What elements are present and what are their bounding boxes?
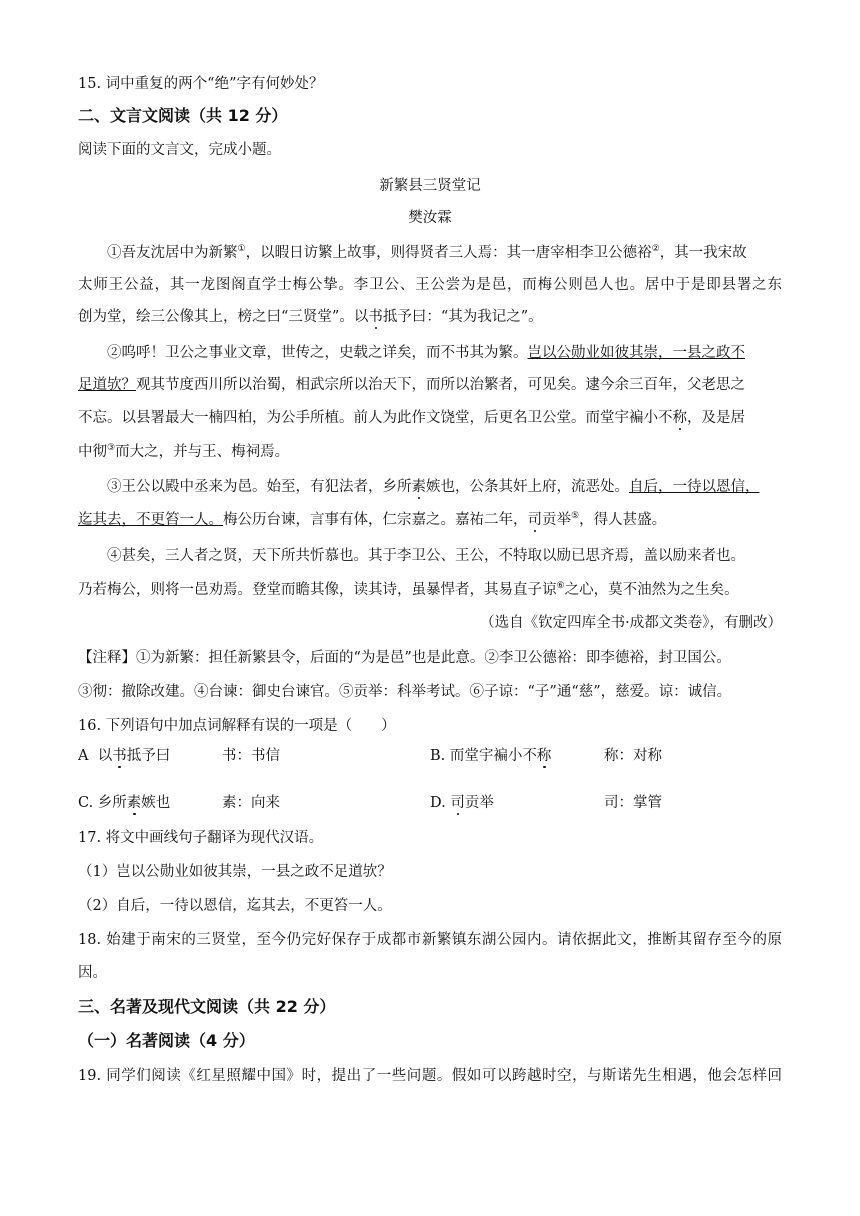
option-a-gloss: 书：书信	[222, 748, 280, 764]
p2-line-1: ②呜呼！卫公之事业文章，世传之，史载之详矣，而不书其为繁。岂以公勋业如彼其崇，一县之政不	[107, 345, 745, 361]
section-3-heading: 三、名著及现代文阅读（共 22 分）	[78, 997, 336, 1016]
question-18-line-2: 因。	[78, 965, 107, 981]
option-c: C. 乡所素嫉也	[78, 795, 171, 811]
p2-line-4: 中彻③而大之，并与王、梅祠焉。	[78, 443, 290, 460]
option-c-gloss: 素：向来	[222, 795, 280, 811]
passage-source: （选自《钦定四库全书·成都文类卷》，有删改）	[480, 615, 782, 631]
p2-line-3: 不忘。以县署最大一楠四柏，为公手所植。前人为此作文饶堂，后更名卫公堂。而堂宇褊小不称，及是居	[78, 410, 745, 426]
question-17-2: （2）自后，一待以恩信，迄其去，不更笞一人。	[78, 898, 392, 914]
p3-line-1: ③王公以殿中丞来为邑。始至，有犯法者，乡所素嫉也，公条其奸上府，流恶处。自后，一待以恩信，	[107, 479, 760, 495]
underlined-sentence-1: 岂以公勋业如彼其崇，一县之政不	[527, 345, 745, 361]
question-17-1: （1）岂以公勋业如彼其崇，一县之政不足道欤？	[78, 864, 392, 880]
option-b: B. 而堂宇褊小不称	[430, 748, 552, 764]
option-a: A 以书抵予曰	[78, 748, 171, 764]
annotation-line-2: ③彻：撤除改建。④台谏：御史台谏官。⑤贡举：科举考试。⑥子谅：“子”通“慈”，慈爱。谅：诚信。	[78, 684, 732, 700]
p4-line-1: ④甚矣，三人者之贤，天下所共忻慕也。其于李卫公、王公，不特取以励已思齐焉，盖以励来者也。	[107, 548, 745, 564]
p1-line-3: 创为堂，绘三公像其上，榜之曰“三贤堂”。以书抵予曰：“其为我记之”。	[78, 309, 543, 325]
question-18-line-1: 18. 始建于南宋的三贤堂，至今仍完好保存于成都市新繁镇东湖公园内。请依据此文，推断其留存至今的原	[78, 932, 782, 948]
passage-author: 樊汝霖	[408, 210, 452, 226]
option-d-gloss: 司：掌管	[604, 795, 662, 811]
question-15: 15. 词中重复的两个“绝”字有何妙处？	[78, 76, 324, 92]
underlined-sentence-2: 自后，一待以恩信，	[629, 479, 760, 495]
question-16: 16. 下列语句中加点词解释有误的一项是（ ）	[78, 718, 396, 734]
option-d: D. 司贡举	[430, 795, 494, 811]
p1-line-1: ①吾友沈居中为新繁①，以暇日访繁上故事，则得贤者三人焉：其一唐宰相李卫公德裕②，其一我宋故	[107, 244, 747, 261]
p2-line-2: 足道欤？观其节度西川所以治蜀，相武宗所以治天下，而所以治繁者，可见矣。逮今余三百年，父老思之	[78, 377, 745, 393]
p1-line-2: 太师王公益，其一龙图阁直学士梅公挚。李卫公、王公尝为是邑，而梅公则邑人也。居中于是即县署之东	[78, 277, 782, 293]
option-b-gloss: 称：对称	[604, 748, 662, 764]
p4-line-2: 乃若梅公，则将一邑劝焉。登堂而瞻其像，读其诗，虽暴悍者，其易直子谅⑥之心，莫不油然为之生矣。	[78, 581, 739, 598]
question-19: 19. 同学们阅读《红星照耀中国》时，提出了一些问题。假如可以跨越时空，与斯诺先生相遇，他会怎样回	[78, 1068, 782, 1084]
annotation-line-1: 【注释】①为新繁：担任新繁县令，后面的“为是邑”也是此意。②李卫公德裕：即李德裕，封卫国公。	[78, 650, 731, 666]
section-2-heading: 二、文言文阅读（共 12 分）	[78, 106, 288, 125]
question-17: 17. 将文中画线句子翻译为现代汉语。	[78, 830, 324, 846]
subsection-1-heading: （一）名著阅读（4 分）	[78, 1031, 255, 1050]
passage-title: 新繁县三贤堂记	[379, 178, 481, 194]
reading-instruction: 阅读下面的文言文，完成小题。	[78, 142, 281, 158]
p3-line-2: 迄其去，不更笞一人。梅公历台谏，言事有体，仁宗嘉之。嘉祐二年，司贡举⑤，得人甚盛。	[78, 511, 667, 528]
